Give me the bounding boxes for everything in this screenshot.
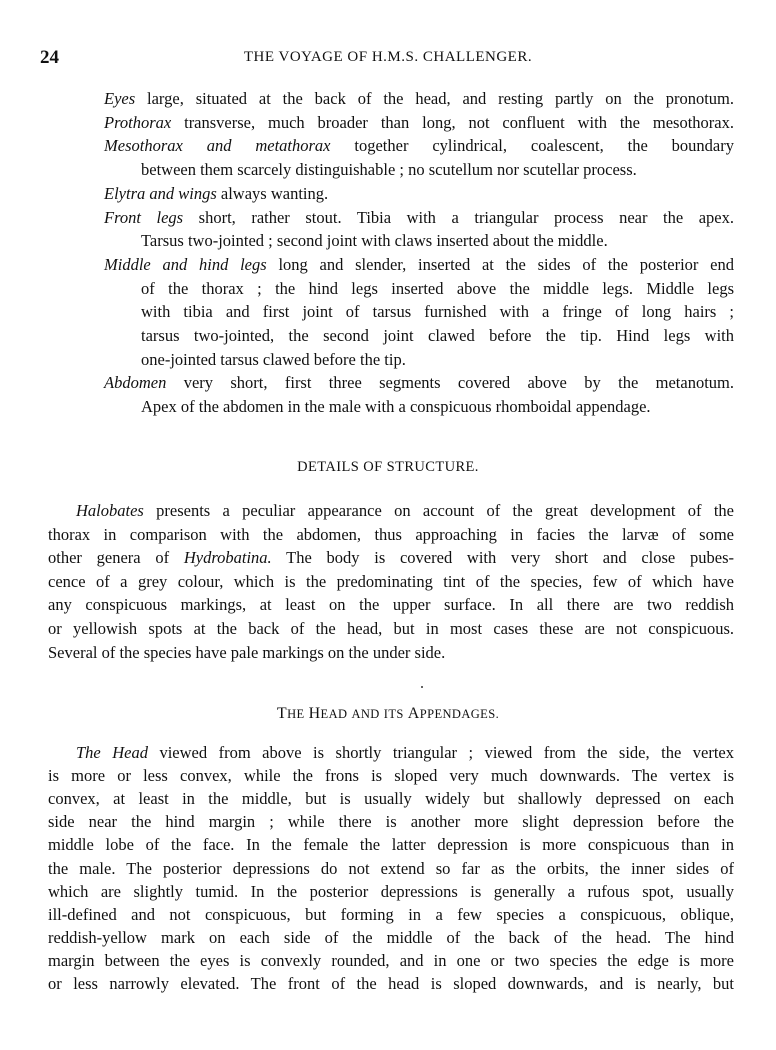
italic-term: Prothorax <box>104 112 172 132</box>
text-line <box>141 231 734 251</box>
italic-term: Eyes <box>104 89 136 108</box>
line-text: cence of a grey colour, which is the predominating tint of the species, few of which have <box>48 571 734 591</box>
text-line <box>76 501 734 521</box>
italic-term: Mesothorax and metathorax <box>104 136 331 156</box>
text-line <box>141 279 734 299</box>
text-line <box>48 619 734 639</box>
text-line <box>104 113 734 133</box>
text-line <box>141 350 734 370</box>
line-text: of the thorax ; the hind legs inserted above the middle legs. Middle legs <box>141 278 734 298</box>
italic-term: Hydrobatina. <box>183 548 272 568</box>
heading-word: PPENDAGES. <box>419 707 500 721</box>
text-line <box>48 974 734 994</box>
line-text: Several of the species have pale markings on the under side. <box>48 642 446 662</box>
line-text: side near the hind margin ; while there is another more slight depression before the <box>48 812 734 832</box>
heading-word: H <box>308 705 321 722</box>
heading-word: ITS <box>383 707 404 721</box>
line-text: or less narrowly elevated. The front of the head is sloped downwards, and is nearly, but <box>48 974 734 993</box>
text-line <box>104 184 734 204</box>
text-line <box>48 572 734 592</box>
heading-word: T <box>276 705 288 722</box>
line-text: margin between the eyes is convexly rounded, and in one or two species the edge is more <box>48 950 734 970</box>
text-line <box>141 397 734 417</box>
italic-term: Halobates <box>76 501 144 520</box>
text-line <box>48 859 734 879</box>
text-line <box>141 326 734 346</box>
line-text: together cylindrical, coalescent, the boundary <box>330 136 734 156</box>
text-line <box>48 643 734 663</box>
line-text: between them scarcely distinguishable ; no scutellum nor scutellar process. <box>141 160 637 180</box>
text-line <box>48 882 734 902</box>
line-text: thorax in comparison with the abdomen, thus approaching in facies the larvæ of some <box>48 524 734 544</box>
line-text: any conspicuous markings, at least on the upper surface. In all there are two reddish <box>48 595 734 615</box>
line-text: transverse, much broader than long, not confluent with the mesothorax. <box>171 112 734 132</box>
italic-term: Abdomen <box>104 373 167 393</box>
stray-dot <box>421 686 423 688</box>
text-line <box>48 789 734 809</box>
section-heading-details: DETAILS OF STRUCTURE. <box>297 459 479 475</box>
text-line <box>141 160 734 180</box>
italic-term: Front legs <box>104 207 184 227</box>
line-text: ill-defined and not conspicuous, but forming in a few species a conspicuous, oblique, <box>48 904 734 924</box>
line-text: The body is covered with very short and close pubes- <box>271 548 734 568</box>
heading-word: EAD <box>320 707 348 721</box>
italic-term: Middle and hind legs <box>104 254 267 274</box>
text-line <box>48 525 734 545</box>
line-text: always wanting. <box>216 183 329 203</box>
line-text: very short, first three segments covered above by the metanotum. <box>166 373 734 393</box>
section-heading-head <box>0 705 776 723</box>
text-line <box>104 373 734 393</box>
text-line <box>48 548 734 568</box>
line-text: with tibia and first joint of tarsus furnished with a fringe of long hairs ; <box>141 302 734 322</box>
line-text: large, situated at the back of the head, and resting partly on the pronotum. <box>135 89 734 108</box>
italic-term: Elytra and wings <box>104 183 217 203</box>
heading-word: AND <box>351 707 380 721</box>
text-line <box>76 743 734 763</box>
text-line <box>104 255 734 275</box>
line-text: viewed from above is shortly triangular ; viewed from the side, the vertex <box>147 743 734 762</box>
heading-word: A <box>407 705 420 722</box>
line-text: reddish-yellow mark on each side of the middle of the back of the head. The hind <box>48 927 734 947</box>
text-line <box>141 302 734 322</box>
line-text: tarsus two-jointed, the second joint clawed before the tip. Hind legs with <box>141 326 734 345</box>
page-number: 24 <box>40 47 59 68</box>
text-line <box>104 208 734 228</box>
line-text: Tarsus two-jointed ; second joint with claws inserted about the middle. <box>141 231 608 251</box>
line-text: is more or less convex, while the frons is sloped very much downwards. The vertex is <box>48 766 734 786</box>
line-text: long and slender, inserted at the sides of the posterior end <box>266 254 734 274</box>
text-line <box>104 136 734 156</box>
line-text: Apex of the abdomen in the male with a conspicuous rhomboidal appendage. <box>141 397 651 417</box>
line-text: or yellowish spots at the back of the head, but in most cases these are not conspicuous. <box>48 619 734 638</box>
heading-word: HE <box>287 707 305 721</box>
line-text: other genera of <box>48 548 184 568</box>
line-text: which are slightly tumid. In the posterior depressions is generally a rufous spot, usually <box>48 881 734 901</box>
line-text: the male. The posterior depressions do not extend so far as the orbits, the inner sides of <box>48 858 734 878</box>
line-text: convex, at least in the middle, but is usually widely but shallowly depressed on each <box>48 789 734 809</box>
text-line <box>48 595 734 615</box>
italic-term: The Head <box>76 743 148 762</box>
line-text: middle lobe of the face. In the female the latter depression is more conspicuous than in <box>48 835 734 855</box>
text-line <box>48 766 734 786</box>
text-line <box>104 89 734 109</box>
text-line <box>48 951 734 971</box>
line-text: short, rather stout. Tibia with a triangular process near the apex. <box>183 207 734 227</box>
line-text: presents a peculiar appearance on account of the great development of the <box>143 501 734 520</box>
text-line <box>48 928 734 948</box>
text-line <box>48 835 734 855</box>
text-line <box>48 812 734 832</box>
running-head: THE VOYAGE OF H.M.S. CHALLENGER. <box>243 49 533 65</box>
text-line <box>48 905 734 925</box>
line-text: one-jointed tarsus clawed before the tip. <box>141 349 406 369</box>
